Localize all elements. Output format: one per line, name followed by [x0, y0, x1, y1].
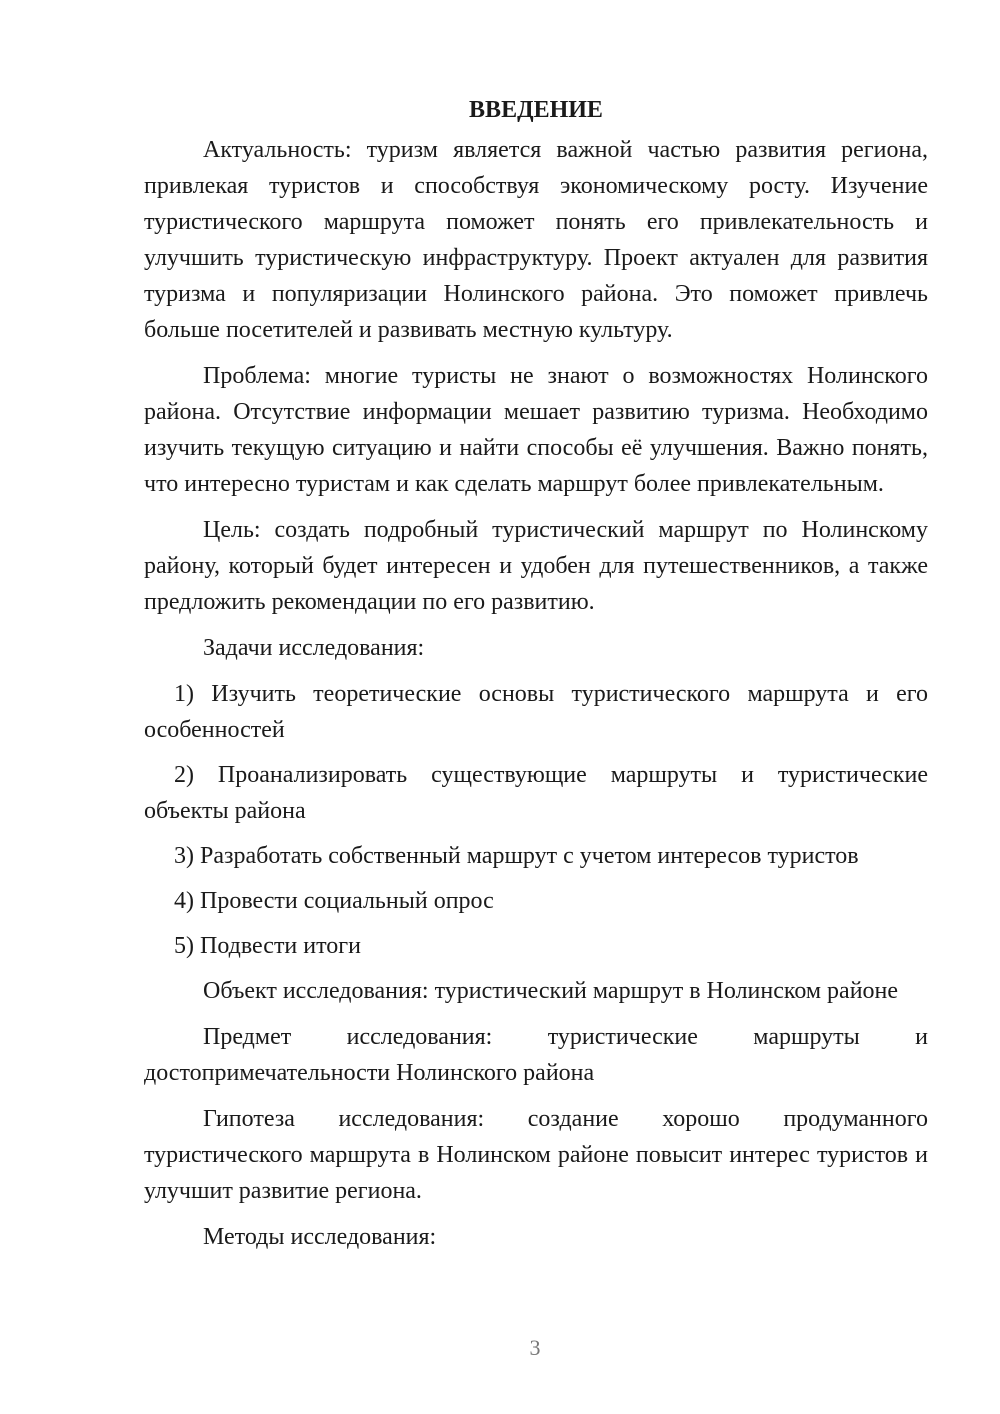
document-body	[144, 92, 928, 1265]
paragraph-object: Объект исследования: туристический маршрут в Нолинском районе	[203, 978, 899, 1004]
task-item: 2) Проанализировать существующие маршруты и туристические объекты района	[144, 762, 928, 824]
paragraph-relevance: Актуальность: туризм является важной частью развития региона, привлекая туристов и способствуя экономическому росту. Изучение туристического маршрута поможет понять его привлекательность и улучшить туристическую инфраструктуру. Проект актуален для развития туризма и популяризации Нолинского района. Это поможет привлечь больше посетителей и развивать местную культуру.	[144, 137, 928, 343]
task-item: 4) Провести социальный опрос	[174, 888, 494, 914]
task-item: 3) Разработать собственный маршрут с учетом интересов туристов	[174, 843, 859, 869]
paragraph-goal: Цель: создать подробный туристический маршрут по Нолинскому району, который будет интересен и удобен для путешественников, а также предложить рекомендации по его развитию.	[144, 517, 928, 615]
paragraph-subject: Предмет исследования: туристические маршруты и достопримечательности Нолинского района	[144, 1024, 928, 1086]
methods-heading: Методы исследования:	[203, 1224, 437, 1250]
task-item: 5) Подвести итоги	[174, 933, 361, 959]
paragraph-problem: Проблема: многие туристы не знают о возможностях Нолинского района. Отсутствие информации мешает развитию туризма. Необходимо изучить текущую ситуацию и найти способы её улучшения. Важно понять, что интересно туристам и как сделать маршрут более привлекательным.	[144, 363, 928, 497]
paragraph-hypothesis: Гипотеза исследования: создание хорошо продуманного туристического маршрута в Нолинском районе повысит интерес туристов и улучшит развитие региона.	[144, 1106, 928, 1204]
page-number: 3	[529, 1335, 541, 1360]
tasks-heading: Задачи исследования:	[203, 635, 425, 661]
page-title: ВВЕДЕНИЕ	[469, 97, 603, 123]
task-item: 1) Изучить теоретические основы туристического маршрута и его особенностей	[144, 681, 928, 743]
